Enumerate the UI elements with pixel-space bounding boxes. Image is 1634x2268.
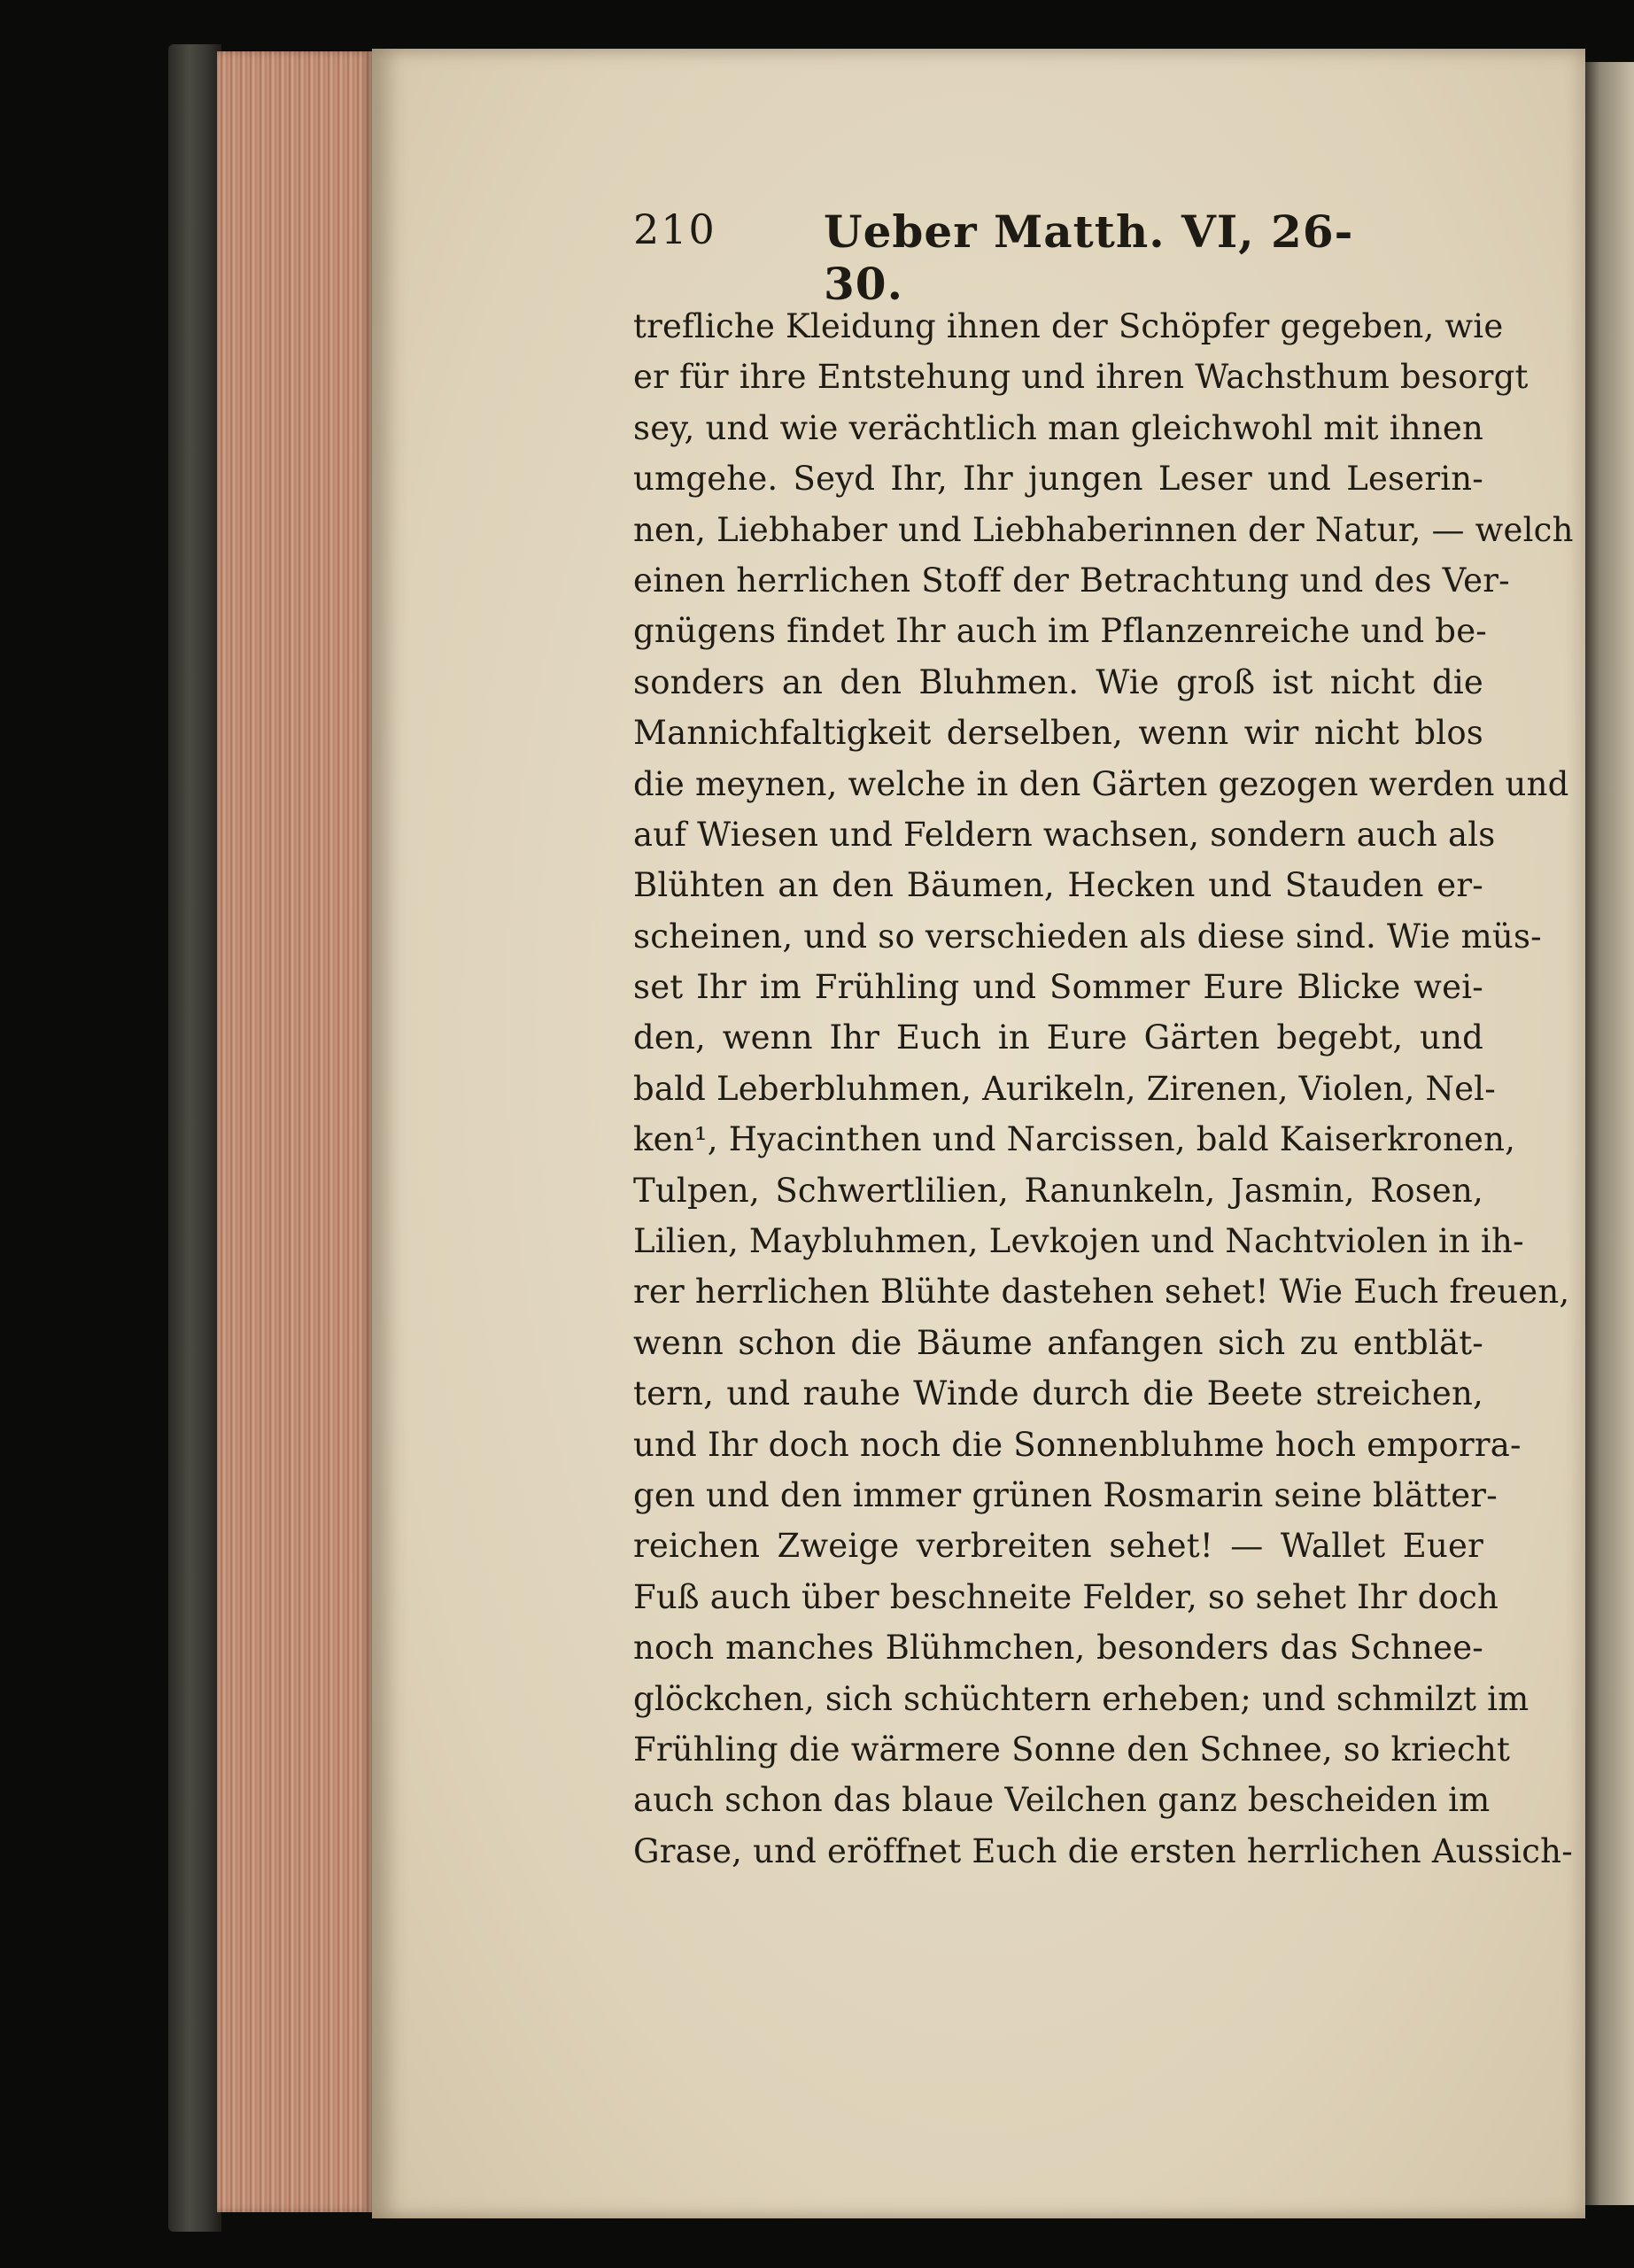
text-line: gnügens findet Ihr auch im Pflanzenreiche und be- [633,612,1487,651]
page-number: 210 [633,205,716,253]
text-line: Frühling die wärmere Sonne den Schnee, so kriecht [633,1730,1511,1769]
text-line: und Ihr doch noch die Sonnenbluhme hoch emporra- [633,1425,1522,1464]
text-line: Mannichfaltigkeit derselben, wenn wir nicht blos [633,714,1483,753]
text-line: gen und den immer grünen Rosmarin seine blätter- [633,1475,1498,1514]
text-line: die meynen, welche in den Gärten gezogen werden und [633,764,1569,803]
text-line: glöckchen, sich schüchtern erheben; und schmilzt im [633,1679,1529,1718]
body-text [633,301,1574,1877]
text-line: trefliche Kleidung ihnen der Schöpfer gegeben, wie [633,307,1504,345]
text-line: Fuß auch über beschneite Felder, so sehet Ihr doch [633,1577,1499,1616]
book-cover-edge [168,44,221,2232]
text-line: rer herrlichen Blühte dastehen sehet! Wie Euch freuen, [633,1273,1570,1312]
text-line: noch manches Blühmchen, besonders das Schnee- [633,1629,1483,1668]
text-line: bald Leberbluhmen, Aurikeln, Zirenen, Violen, Nel- [633,1069,1496,1108]
running-head: Ueber Matth. VI, 26-30. [824,205,1354,310]
text-line: Blühten an den Bäumen, Hecken und Stauden er- [633,866,1483,905]
text-line: Lilien, Maybluhmen, Levkojen und Nachtviolen in ih- [633,1222,1524,1261]
page-header [633,205,1430,310]
text-line: den, wenn Ihr Euch in Eure Gärten begebt, und [633,1018,1483,1057]
text-line: auch schon das blaue Veilchen ganz bescheiden im [633,1781,1491,1820]
page-stack-edge [217,51,372,2212]
text-line: set Ihr im Frühling und Sommer Eure Blicke wei- [633,968,1483,1007]
text-line: auf Wiesen und Feldern wachsen, sondern auch als [633,815,1496,854]
text-line: sonders an den Bluhmen. Wie groß ist nicht die [633,662,1483,701]
text-line: sey, und wie verächtlich man gleichwohl mit ihnen [633,408,1483,447]
text-line: Grase, und eröffnet Euch die ersten herrlichen Aussich- [633,1831,1573,1870]
text-line: nen, Liebhaber und Liebhaberinnen der Natur, — welch [633,510,1574,549]
text-line: Tulpen, Schwertlilien, Ranunkeln, Jasmin, Rosen, [633,1171,1483,1210]
text-line: reichen Zweige verbreiten sehet! — Wallet Euer [633,1527,1483,1566]
text-line: er für ihre Entstehung und ihren Wachsthum besorgt [633,358,1529,397]
text-line: ken¹, Hyacinthen und Narcissen, bald Kaiserkronen, [633,1120,1516,1159]
text-line: einen herrlichen Stoff der Betrachtung und des Ver- [633,561,1510,600]
text-line: scheinen, und so verschieden als diese sind. Wie müs- [633,917,1542,956]
text-line: wenn schon die Bäume anfangen sich zu entblät- [633,1323,1483,1362]
facing-page-edge [1585,62,1634,2205]
text-line: tern, und rauhe Winde durch die Beete streichen, [633,1374,1483,1413]
text-line: umgehe. Seyd Ihr, Ihr jungen Leser und Leserin- [633,460,1483,499]
